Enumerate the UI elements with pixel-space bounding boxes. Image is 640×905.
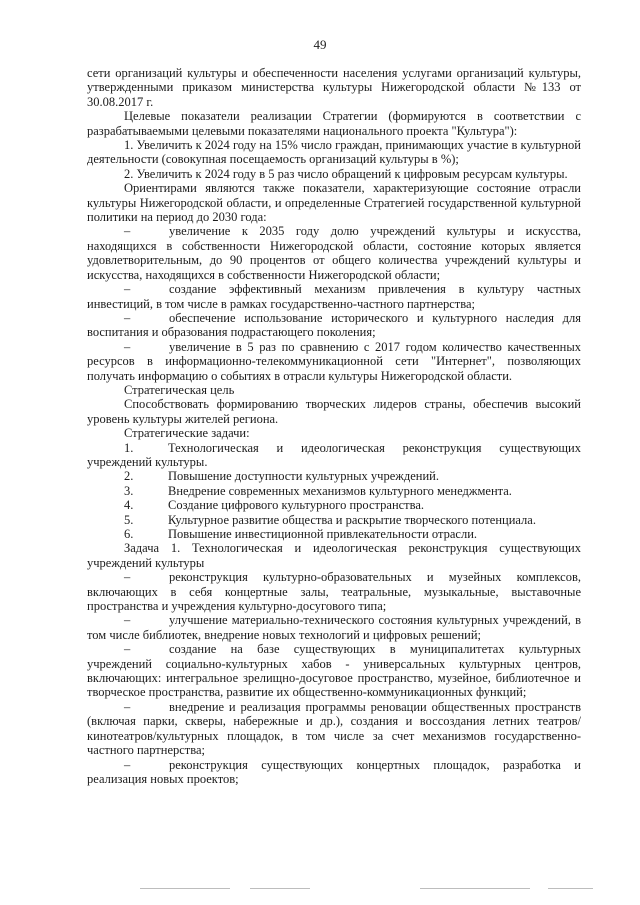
paragraph	[87, 181, 581, 224]
numbered-item	[87, 484, 581, 498]
dash-marker: –	[124, 339, 131, 354]
dash-marker: –	[124, 282, 131, 297]
numbered-item	[87, 469, 581, 483]
numbered-item	[87, 441, 581, 470]
paragraph-text: Способствовать формированию творческих лидеров страны, обеспечив высокий уровень культуры жителей региона.	[87, 397, 581, 426]
paragraph-text: увеличение в 5 раз по сравнению с 2017 годом количество качественных ресурсов в информационно-телекоммуникационной сети "Интернет", позволяющих получать информацию о событиях в отрасли культуры Нижегородской области.	[87, 339, 581, 383]
numbered-item	[87, 498, 581, 512]
scan-artifact-line	[420, 888, 530, 889]
paragraph-text: 2. Увеличить к 2024 году в 5 раз число обращений к цифровым ресурсам культуры.	[124, 166, 568, 181]
bullet-item	[87, 570, 581, 613]
scan-artifact-line	[250, 888, 310, 889]
paragraph	[87, 66, 581, 109]
paragraph	[87, 109, 581, 138]
bullet-item	[87, 613, 581, 642]
item-number: 6.	[124, 527, 134, 541]
item-number: 5.	[124, 512, 134, 527]
paragraph-text: Внедрение современных механизмов культурного менеджмента.	[168, 483, 512, 498]
paragraph-text: увеличение к 2035 году долю учреждений культуры и искусства, находящихся в собственности Нижегородской области, состояние которых является удовлетворительным, до 90 процентов от общего количества учреждений культуры и искусства, находящихся в собственности Нижегородской области;	[87, 224, 581, 282]
paragraph	[87, 426, 581, 440]
item-number: 3.	[124, 483, 134, 498]
paragraph-text: Стратегические задачи:	[124, 426, 250, 441]
paragraph	[87, 541, 581, 570]
dash-marker: –	[124, 642, 131, 657]
dash-marker: –	[124, 613, 131, 628]
item-number: 1.	[124, 440, 134, 455]
dash-marker: –	[124, 757, 131, 772]
item-number: 2.	[124, 469, 134, 484]
paragraph	[87, 383, 581, 397]
dash-marker: –	[124, 224, 131, 239]
page-number: 49	[313, 37, 327, 52]
paragraph-text: улучшение материально-технического состояния культурных учреждений, в том числе библиотек, внедрение новых технологий и цифровых решений;	[87, 613, 581, 642]
paragraph-text: 1. Увеличить к 2024 году на 15% число граждан, принимающих участие в культурной деятельности (совокупная посещаемость организаций культуры в %);	[87, 138, 581, 167]
item-number: 4.	[124, 498, 134, 513]
dash-marker: –	[124, 310, 131, 325]
bullet-item	[87, 224, 581, 282]
bullet-item	[87, 311, 581, 340]
paragraph-text: Создание цифрового культурного пространства.	[168, 498, 425, 513]
dash-marker: –	[124, 570, 131, 585]
paragraph-text: реконструкция существующих концертных площадок, разработка и реализация новых проектов;	[87, 757, 581, 786]
paragraph-text: обеспечение использование исторического и культурного наследия для воспитания и образования подрастающего поколения;	[87, 310, 581, 340]
paragraph-text: Технологическая и идеологическая реконструкция существующих учреждений культуры.	[87, 440, 581, 469]
scan-artifact-line	[140, 888, 230, 889]
paragraph-text: Ориентирами являются также показатели, характеризующие состояние отрасли культуры Нижегородской области, и определенные Стратегией государственной культурной политики на период до 2030 года:	[87, 181, 581, 225]
bullet-item	[87, 642, 581, 700]
paragraph-text: создание эффективный механизм привлечения в культуру частных инвестиций, в том числе в рамках государственно-частного партнерства;	[87, 282, 581, 311]
numbered-item	[87, 513, 581, 527]
paragraph-text: Культурное развитие общества и раскрытие творческого потенциала.	[168, 512, 536, 527]
paragraph	[87, 167, 581, 181]
bullet-item	[87, 700, 581, 758]
paragraph	[87, 138, 581, 167]
paragraph-text: Стратегическая цель	[124, 382, 235, 397]
paragraph-text: создание на базе существующих в муниципалитетах культурных учреждений социально-культурных хабов - универсальных культурных центров, включающих: интегральное зрелищно-досуговое пространство, музейное, библиотечное и творческое пространства, развитие их общественно-коммуникационных функций;	[87, 642, 581, 700]
paragraph-text: реконструкция культурно-образовательных и музейных комплексов, включающих в себя концертные залы, театральные, музыкальные, выставочные пространства и учреждения культурно-досугового типа;	[87, 570, 581, 614]
paragraph-text: внедрение и реализация программы реновации общественных пространств (включая парки, скверы, набережные и др.), создания и воссоздания летних театров/кинотеатров/культурных площадок, в том числе за счет механизмов государственно-частного партнерства;	[87, 699, 581, 758]
bullet-item	[87, 758, 581, 787]
paragraph-text: Целевые показатели реализации Стратегии (формируются в соответствии с разрабатываемыми целевыми показателями национального проекта "Культура"):	[87, 109, 581, 138]
paragraph-text: Повышение доступности культурных учреждений.	[168, 469, 439, 484]
bullet-item	[87, 282, 581, 311]
paragraph-text: Задача 1. Технологическая и идеологическая реконструкция существующих учреждений культуры	[87, 541, 581, 570]
bullet-item	[87, 340, 581, 383]
numbered-item	[87, 527, 581, 541]
paragraph-text: Повышение инвестиционной привлекательности отрасли.	[168, 527, 478, 541]
page-body	[87, 66, 581, 786]
dash-marker: –	[124, 699, 131, 714]
paragraph-text: сети организаций культуры и обеспеченности населения услугами организаций культуры, утвержденными приказом министерства культуры Нижегородской области №133 от 30.08.2017 г.	[87, 66, 581, 109]
scan-artifact-line	[548, 888, 593, 889]
paragraph	[87, 397, 581, 426]
